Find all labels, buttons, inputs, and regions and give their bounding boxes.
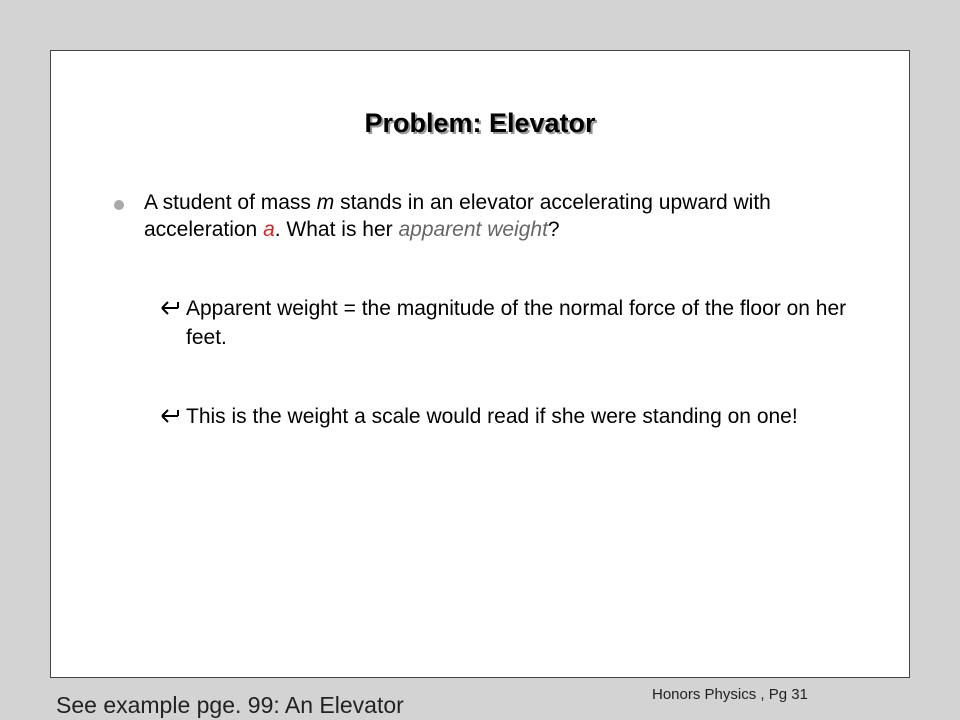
slide-panel [50,50,910,678]
subpoint-text: Apparent weight = the magnitude of the normal force of the floor on her feet. [186,297,847,349]
apparent-weight-term: apparent weight [398,218,548,241]
main-bullet-text [144,189,834,243]
acceleration-variable: a [263,218,275,241]
footer-page-label: Honors Physics , Pg 31 [652,686,808,703]
arrow-icon [160,406,180,426]
arrow-icon [160,298,180,318]
slide-title: Problem: Elevator [364,108,596,138]
bullet-text-part2: stands in an elevator accelerating upward with acceleration [144,191,771,241]
bullet-text-part1: A student of mass [144,191,317,214]
mass-variable: m [316,191,335,214]
footer-reference: See example pge. 99: An Elevator [56,692,404,718]
bullet-dot-icon [114,200,124,210]
subpoint-text: This is the weight a scale would read if she were standing on one! [186,405,798,428]
subpoint-apparent-weight [160,294,850,352]
subpoint-scale-reading [160,402,850,431]
bullet-text-part3: . What is her [274,218,399,241]
bullet-text-part4: ? [547,218,560,241]
